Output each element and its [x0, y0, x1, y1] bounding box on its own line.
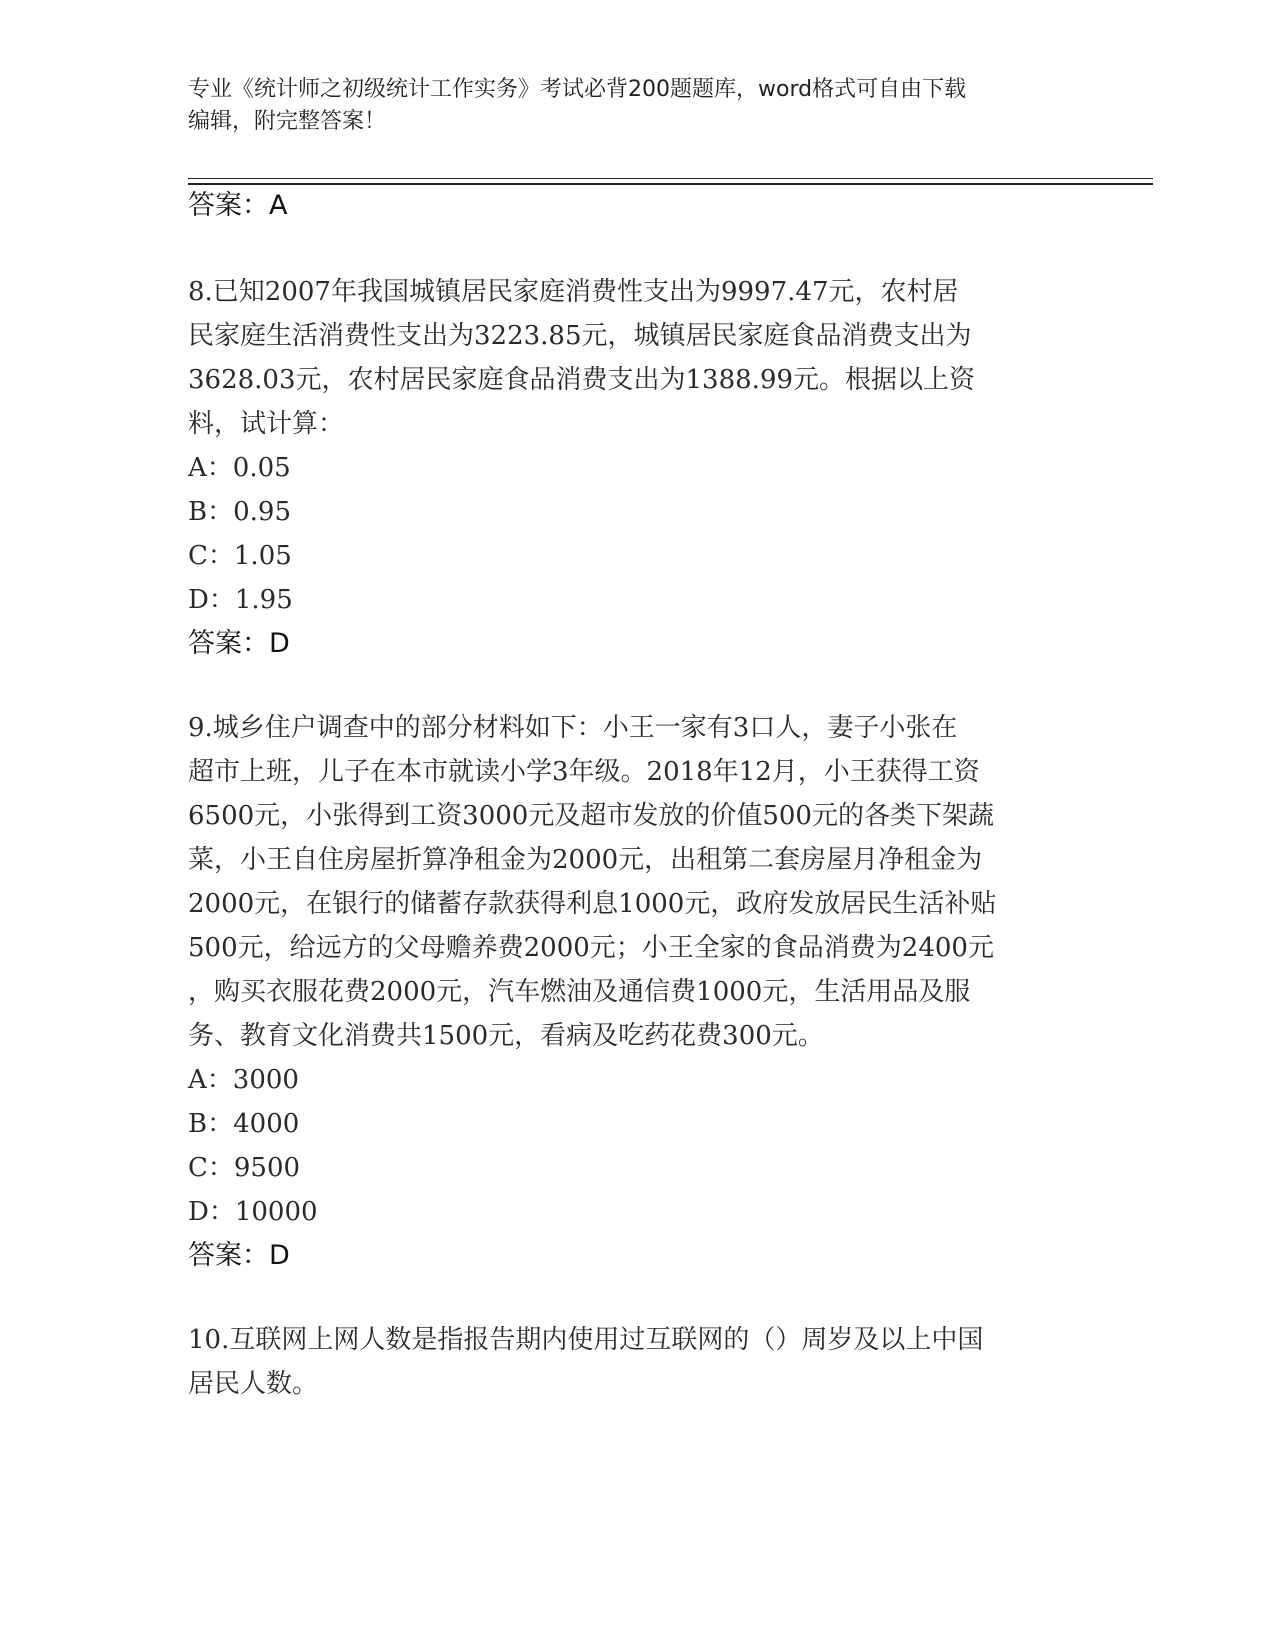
q8-answer: 答案：D [188, 628, 290, 659]
q9-option-c: C：9500 [188, 1153, 301, 1183]
q9-text-line-7: ，购买衣服花费2000元，汽车燃油及通信费1000元，生活用品及服 [188, 977, 971, 1007]
q9-text-line-5: 2000元，在银行的储蓄存款获得利息1000元，政府发放居民生活补贴 [188, 889, 997, 919]
q10-text-line-1: 10.互联网上网人数是指报告期内使用过互联网的（）周岁及以上中国 [188, 1325, 984, 1355]
q10-text-line-2: 居民人数。 [188, 1369, 319, 1399]
q9-text-line-1: 9.城乡住户调查中的部分材料如下：小王一家有3口人，妻子小张在 [188, 713, 958, 743]
q9-text-line-4: 菜，小王自住房屋折算净租金为2000元，出租第二套房屋月净租金为 [188, 845, 983, 875]
q8-option-a: A：0.05 [188, 453, 291, 483]
answer-q7: 答案：A [188, 190, 288, 221]
header-divider-thick [188, 183, 1153, 185]
q9-text-line-6: 500元，给远方的父母赡养费2000元；小王全家的食品消费为2400元 [188, 933, 994, 963]
header-line-1: 专业《统计师之初级统计工作实务》考试必背200题题库，word格式可自由下载 [188, 77, 967, 102]
header-divider-thin [188, 178, 1153, 179]
q9-answer: 答案：D [188, 1240, 290, 1271]
q8-text-line-1: 8.已知2007年我国城镇居民家庭消费性支出为9997.47元，农村居 [188, 277, 959, 307]
q9-text-line-3: 6500元，小张得到工资3000元及超市发放的价值500元的各类下架蔬 [188, 801, 994, 831]
q8-text-line-3: 3628.03元，农村居民家庭食品消费支出为1388.99元。根据以上资 [188, 365, 976, 395]
q8-option-b: B：0.95 [188, 497, 291, 527]
q9-option-d: D：10000 [188, 1197, 318, 1227]
q9-option-b: B：4000 [188, 1109, 300, 1139]
q9-text-line-2: 超市上班，儿子在本市就读小学3年级。2018年12月，小王获得工资 [188, 757, 980, 787]
q8-option-d: D：1.95 [188, 585, 293, 615]
q9-option-a: A：3000 [188, 1065, 299, 1095]
q8-option-c: C：1.05 [188, 541, 292, 571]
header-line-2: 编辑，附完整答案！ [188, 109, 387, 134]
document-header [188, 74, 1068, 138]
q8-text-line-4: 料，试计算： [188, 409, 345, 439]
q8-text-line-2: 民家庭生活消费性支出为3223.85元，城镇居民家庭食品消费支出为 [188, 321, 972, 351]
q9-text-line-8: 务、教育文化消费共1500元，看病及吃药花费300元。 [188, 1021, 824, 1051]
